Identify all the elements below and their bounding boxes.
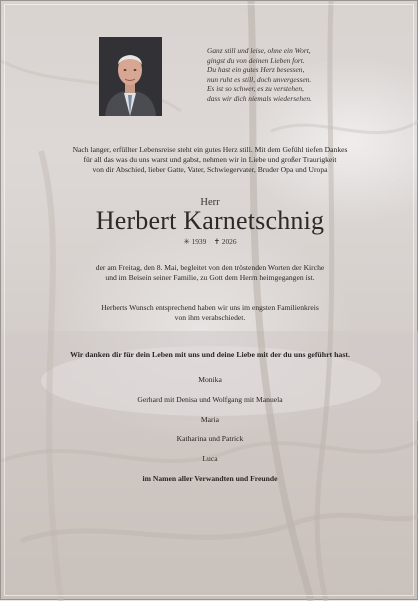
poem-line: Es ist so schwer, es zu verstehen, [207, 84, 304, 94]
funeral-line: der am Freitag, den 8. Mai, begleitet von den tröstenden Worten der Kirche [95, 263, 325, 272]
life-dates [1, 237, 418, 246]
family-member: Gerhard mit Denisa und Wolfgang mit Manuela [137, 395, 283, 404]
wish-line: Herberts Wunsch entsprechend haben wir uns im engsten Familienkreis [101, 303, 319, 312]
birth-star-icon: ✳ [183, 237, 190, 246]
funeral-line: und im Beisein seiner Familie, zu Gott dem Herrn heimgegangen ist. [105, 273, 315, 282]
family-member: Monika [198, 375, 222, 384]
poem-line: nun ruht es still, doch unvergessen. [207, 74, 312, 84]
intro-line: für all das was du uns warst und gabst, nehmen wir in Liebe und großer Traurigkeit [83, 155, 337, 164]
death-cross-icon: ✝ [213, 237, 220, 246]
intro-line: Nach langer, erfüllter Lebensreise steht ein gutes Herz still. Mit dem Gefühl tiefen Dankes [72, 145, 348, 154]
family-member: Luca [202, 454, 218, 463]
intro-line: von dir Abschied, lieber Gatte, Vater, Schwiegervater, Bruder Opa und Uropa [92, 165, 328, 174]
poem [207, 46, 367, 104]
wish-line: von ihm verabschiedet. [174, 313, 246, 322]
family-member: Katharina und Patrick [176, 434, 244, 443]
thanks-line: Wir danken dir für dein Leben mit uns und deine Liebe mit der du uns geführt hast. [70, 350, 350, 359]
honorific: Herr [200, 197, 220, 208]
intro-paragraph [41, 145, 379, 175]
portrait-photo [99, 37, 162, 116]
funeral-paragraph [41, 263, 379, 283]
poem-line: Ganz still und leise, ohne ein Wort, [207, 46, 311, 55]
death-year: 2026 [221, 237, 237, 246]
deceased-name: Herbert Karnetschnig [95, 206, 325, 235]
poem-line: dass wir dich niemals wiedersehen. [207, 93, 312, 103]
wish-paragraph [41, 303, 379, 323]
birth-year: 1939 [191, 237, 207, 246]
family-member: Maria [200, 415, 220, 424]
portrait-image [99, 37, 162, 116]
poem-line: gingst du von deinen Lieben fort. [207, 55, 305, 65]
poem-line: Du hast ein gutes Herz besessen, [207, 65, 305, 75]
closing-line: im Namen aller Verwandten und Freunde [142, 474, 278, 483]
